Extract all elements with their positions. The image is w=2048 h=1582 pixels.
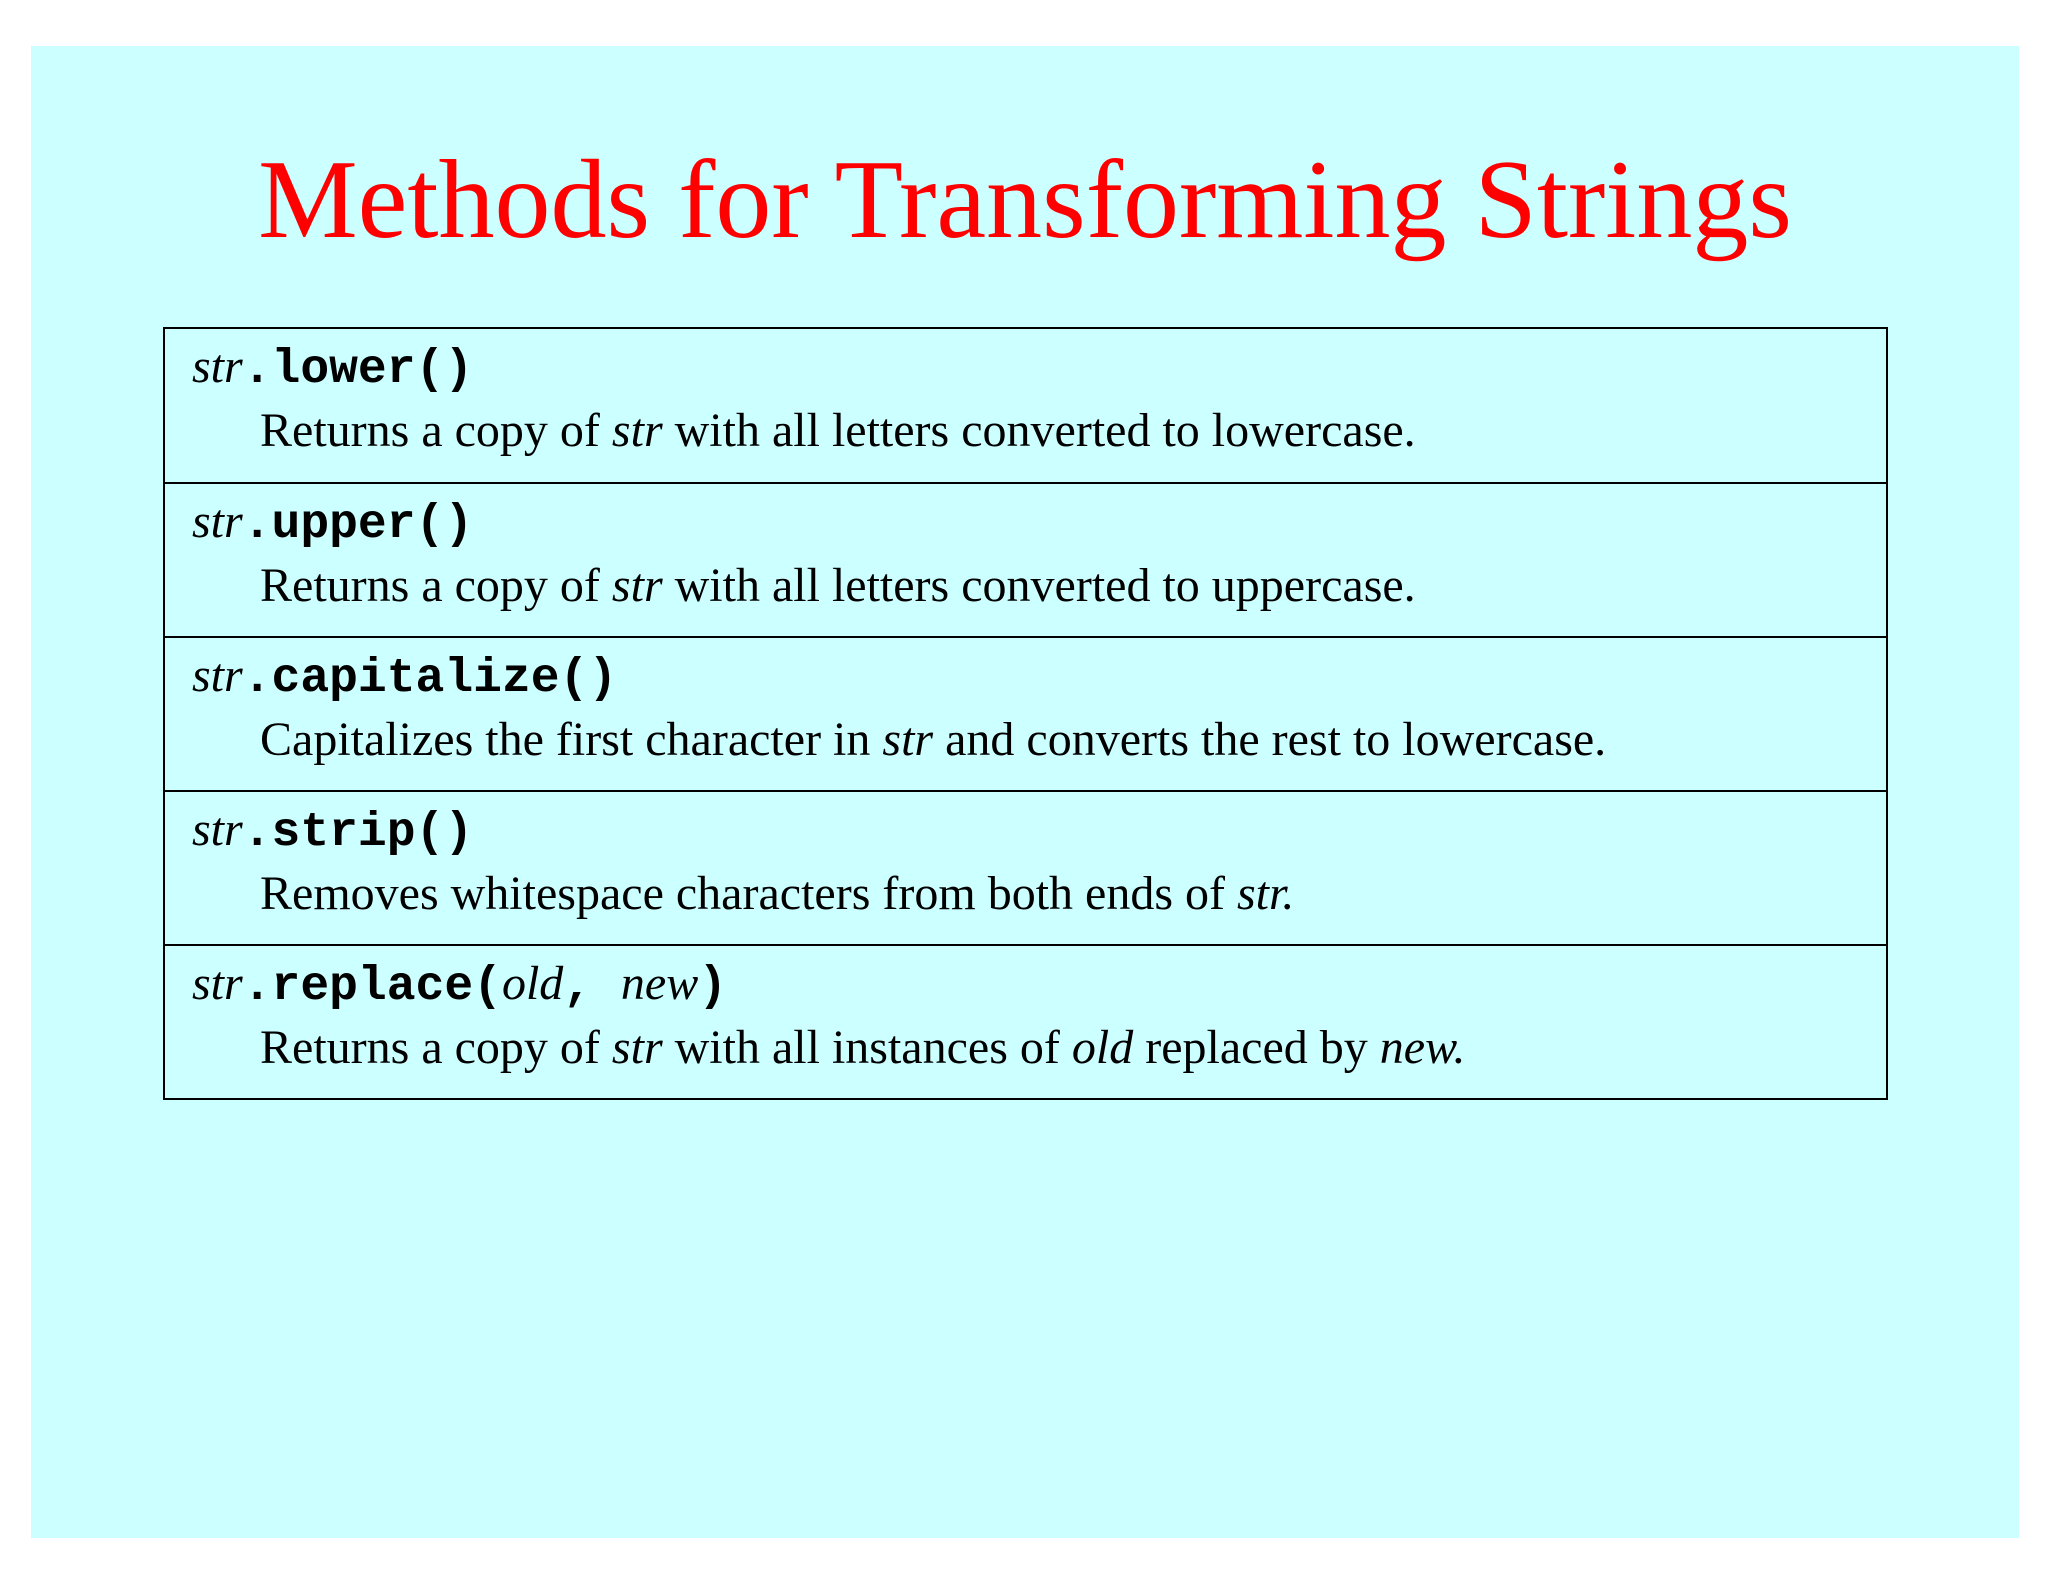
method-description bbox=[260, 1018, 1466, 1078]
method-call-close: ) bbox=[698, 960, 728, 1014]
method-call: .lower() bbox=[242, 343, 474, 397]
object-name: str bbox=[192, 649, 243, 702]
desc-param-old: old bbox=[1071, 1021, 1134, 1074]
desc-text: Returns a copy of bbox=[260, 559, 612, 612]
method-signature bbox=[192, 646, 617, 709]
method-signature bbox=[192, 954, 727, 1017]
desc-object-name: str bbox=[882, 713, 934, 766]
param-new: new bbox=[620, 957, 699, 1010]
method-signature bbox=[192, 492, 473, 555]
method-description bbox=[260, 401, 1416, 461]
method-description bbox=[260, 556, 1416, 616]
method-signature bbox=[192, 800, 473, 863]
desc-text: with all letters converted to lowercase. bbox=[662, 404, 1416, 457]
method-description bbox=[260, 710, 1606, 770]
object-name: str bbox=[192, 803, 243, 856]
method-row-lower bbox=[165, 329, 1886, 482]
desc-text: Removes whitespace characters from both ends of bbox=[260, 867, 1237, 920]
desc-param-new: new. bbox=[1379, 1021, 1466, 1074]
desc-object-name: str. bbox=[1237, 867, 1295, 920]
method-row-replace bbox=[165, 944, 1886, 1098]
slide-title: Methods for Transforming Strings bbox=[258, 138, 1792, 262]
method-row-upper bbox=[165, 482, 1886, 636]
method-row-capitalize bbox=[165, 636, 1886, 790]
desc-text: and converts the rest to lowercase. bbox=[933, 713, 1607, 766]
object-name: str bbox=[192, 495, 243, 548]
method-call: .replace( bbox=[242, 960, 502, 1014]
object-name: str bbox=[192, 957, 243, 1010]
desc-text: with all letters converted to uppercase. bbox=[662, 559, 1416, 612]
object-name: str bbox=[192, 340, 243, 393]
desc-text: Returns a copy of bbox=[260, 1021, 612, 1074]
method-signature bbox=[192, 337, 473, 400]
methods-table bbox=[163, 327, 1888, 1100]
param-separator: , bbox=[563, 960, 621, 1014]
method-call: .strip() bbox=[242, 806, 474, 860]
method-call: .capitalize() bbox=[242, 652, 618, 706]
param-old: old bbox=[501, 957, 564, 1010]
desc-text: Capitalizes the first character in bbox=[260, 713, 883, 766]
desc-object-name: str bbox=[611, 404, 663, 457]
desc-text: replaced by bbox=[1133, 1021, 1380, 1074]
desc-object-name: str bbox=[611, 559, 663, 612]
desc-text: with all instances of bbox=[662, 1021, 1072, 1074]
method-row-strip bbox=[165, 790, 1886, 944]
desc-text: Returns a copy of bbox=[260, 404, 612, 457]
desc-object-name: str bbox=[611, 1021, 663, 1074]
method-description bbox=[260, 864, 1294, 924]
slide bbox=[31, 46, 2019, 1538]
method-call: .upper() bbox=[242, 498, 474, 552]
